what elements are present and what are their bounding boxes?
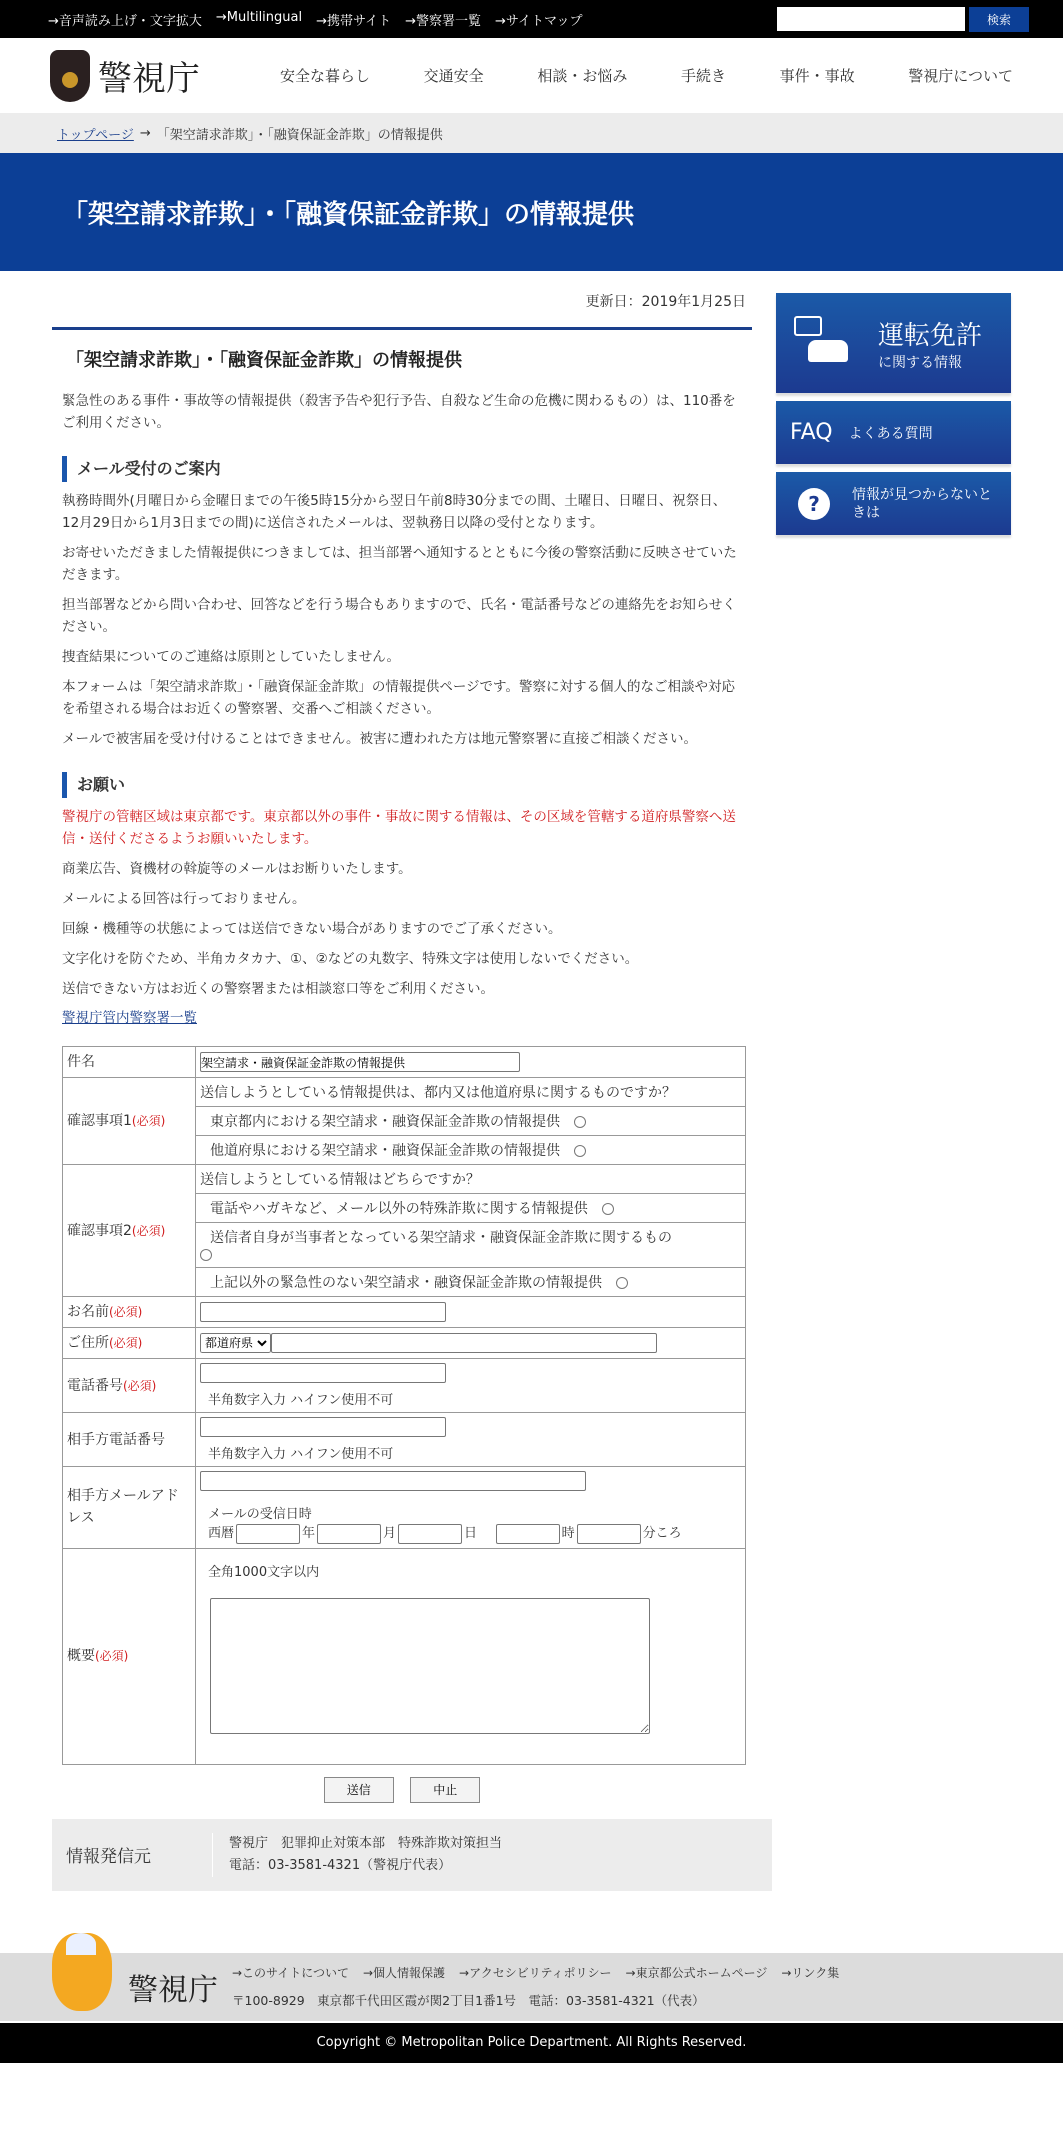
updated-date: 更新日：2019年1月25日: [585, 294, 746, 310]
nav-consult[interactable]: 相談・お悩み: [537, 67, 628, 85]
paragraph: メールで被害届を受け付けることはできません。被害に遭われた方は地元警察署に直接ご相談ください。: [62, 731, 698, 747]
summary-note: 全角1000文字以内: [208, 1564, 320, 1580]
footer-link-tokyo[interactable]: →東京都公式ホームページ: [625, 1966, 768, 1980]
license-info-banner[interactable]: 運転免許 に関する情報: [776, 293, 1011, 393]
other-phone-label: 相手方電話番号: [63, 1413, 196, 1467]
faq-banner[interactable]: FAQ よくある質問: [776, 401, 1011, 464]
not-found-banner[interactable]: ? 情報が見つからないときは: [776, 472, 1011, 535]
paragraph: お寄せいただきました情報提供につきましては、担当部署へ通知するとともに今後の警察活動に反映させていただきます。: [62, 545, 737, 583]
hour-input[interactable]: [496, 1524, 560, 1544]
footer-link-accessibility[interactable]: →アクセシビリティポリシー: [459, 1966, 612, 1980]
required-badge: (必須): [131, 1114, 166, 1128]
check2-option-1[interactable]: 電話やハガキなど、メール以外の特殊詐欺に関する情報提供: [196, 1194, 746, 1223]
paragraph: 執務時間外(月曜日から金曜日までの午後5時15分から翌日午前8時30分までの間、土曜日、日曜日、祝祭日、12月29日から1月3日までの間)に送信されたメールは、翌執務日以降の受付となります。: [62, 493, 727, 531]
subject-input[interactable]: [200, 1052, 520, 1072]
phone-note: 半角数字入力 ハイフン使用不可: [208, 1393, 394, 1408]
radio-button[interactable]: [602, 1203, 614, 1215]
footer-link-privacy[interactable]: →個人情報保護: [362, 1966, 446, 1980]
search-button[interactable]: 検索: [969, 7, 1029, 32]
link-sitemap[interactable]: →サイトマップ: [495, 13, 583, 29]
required-badge: (必須): [131, 1223, 166, 1238]
link-multilingual[interactable]: →Multilingual: [215, 9, 303, 25]
faq-label: FAQ: [790, 420, 833, 445]
site-logo[interactable]: [50, 50, 280, 102]
paragraph: 本フォームは「架空請求詐欺」・「融資保証金詐欺」の情報提供ページです。警察に対する個人的なご相談や対応を希望される場合はお近くの警察署、交番へご相談ください。: [62, 679, 735, 717]
car-license-icon: [794, 316, 854, 371]
station-list-link[interactable]: 警視庁管内警察署一覧: [62, 1010, 197, 1026]
footer-address: 〒100-8929 東京都千代田区霞が関2丁目1番1号 電話：03-3581-4321（代表）: [232, 1993, 705, 2008]
info-source-tel: 電話：03-3581-4321（警視庁代表）: [229, 1857, 452, 1873]
breadcrumb-arrow-icon: →: [139, 125, 151, 141]
address-input[interactable]: [271, 1333, 657, 1353]
section-heading-request: お願い: [62, 772, 742, 798]
content-title: 「架空請求詐欺」・「融資保証金詐欺」の情報提供: [52, 327, 752, 372]
nav-incidents[interactable]: 事件・事故: [779, 67, 855, 85]
check1-question: 送信しようとしている情報提供は、都内又は他道府県に関するものですか？: [196, 1078, 746, 1107]
check1-option-other[interactable]: 他道府県における架空請求・融資保証金詐欺の情報提供: [196, 1136, 746, 1165]
other-phone-note: 半角数字入力 ハイフン使用不可: [208, 1447, 394, 1462]
prefecture-select[interactable]: [200, 1333, 271, 1353]
link-voice[interactable]: →音声読み上げ・文字拡大: [48, 13, 202, 29]
search-form: [777, 7, 1029, 32]
info-source-org: 警視庁 犯罪抑止対策本部 特殊詐欺対策担当: [229, 1835, 503, 1851]
paragraph: 文字化けを防ぐため、半角カタカナ、①、②などの丸数字、特殊文字は使用しないでください。: [62, 951, 639, 967]
breadcrumb-home[interactable]: トップページ: [57, 127, 134, 143]
paragraph: 送信できない方はお近くの警察署または相談窓口等をご利用ください。: [62, 981, 494, 997]
copyright: Copyright © Metropolitan Police Department. All Rights Reserved.: [0, 2023, 1063, 2063]
name-label: お名前(必須): [63, 1297, 196, 1328]
phone-input[interactable]: [200, 1363, 446, 1383]
utility-bar: [0, 0, 1063, 38]
check2-option-3[interactable]: 上記以外の緊急性のない架空請求・融資保証金詐欺の情報提供: [196, 1268, 746, 1297]
day-input[interactable]: [398, 1524, 462, 1544]
address-label: ご住所(必須): [63, 1328, 196, 1359]
received-datetime: 西暦 年 月 日 時 分ころ: [200, 1522, 741, 1544]
pipo-mascot-icon: [52, 1933, 112, 2011]
received-label: メールの受信日時: [208, 1507, 312, 1522]
paragraph: 商業広告、資機材の斡旋等のメールはお断りいたします。: [62, 861, 412, 877]
summary-textarea[interactable]: [210, 1598, 650, 1734]
paragraph: 捜査結果についてのご連絡は原則としていたしません。: [62, 649, 401, 665]
check2-option-2[interactable]: 送信者自身が当事者となっている架空請求・融資保証金詐欺に関するもの: [196, 1223, 746, 1268]
check1-option-tokyo[interactable]: 東京都内における架空請求・融資保証金詐欺の情報提供: [196, 1107, 746, 1136]
year-input[interactable]: [236, 1524, 300, 1544]
other-phone-input[interactable]: [200, 1417, 446, 1437]
submit-button[interactable]: 送信: [324, 1777, 394, 1803]
nav-safety[interactable]: 安全な暮らし: [280, 67, 371, 85]
name-input[interactable]: [200, 1302, 446, 1322]
info-source: [52, 1819, 772, 1891]
page-title: 「架空請求詐欺」・「融資保証金詐欺」の情報提供: [62, 199, 635, 230]
search-input[interactable]: [777, 7, 965, 31]
question-bubble-icon: ?: [798, 488, 830, 520]
link-stations[interactable]: →警察署一覧: [405, 13, 481, 29]
utility-links: [48, 10, 582, 29]
phone-label: 電話番号(必須): [63, 1359, 196, 1413]
paragraph: 担当部署などから問い合わせ、回答などを行う場合もありますので、氏名・電話番号などの連絡先をお知らせください。: [62, 597, 736, 635]
other-mail-label: 相手方メールアドレス: [63, 1467, 196, 1549]
subject-label: 件名: [63, 1047, 196, 1078]
paragraph: 回線・機種等の状態によっては送信できない場合がありますのでご了承ください。: [62, 921, 562, 937]
month-input[interactable]: [317, 1524, 381, 1544]
global-nav: [280, 65, 1013, 86]
check1-label: 確認事項1(必須): [63, 1078, 196, 1165]
summary-label: 概要(必須): [63, 1548, 196, 1764]
form-buttons: [52, 1777, 752, 1803]
footer-logo-text: 警視庁: [128, 1972, 218, 2008]
page-hero: [0, 153, 1063, 271]
site-footer: [0, 1953, 1063, 2021]
radio-button[interactable]: [200, 1249, 212, 1261]
check2-label: 確認事項2(必須): [63, 1165, 196, 1297]
check2-question: 送信しようとしている情報はどちらですか？: [196, 1165, 746, 1194]
other-mail-input[interactable]: [200, 1471, 586, 1491]
minute-input[interactable]: [577, 1524, 641, 1544]
lead-text: 緊急性のある事件・事故等の情報提供（殺害予告や犯行予告、自殺など生命の危機に関わるもの）は、110番をご利用ください。: [62, 393, 736, 431]
nav-about[interactable]: 警視庁について: [908, 67, 1013, 85]
police-emblem-icon: [50, 50, 90, 102]
main-content: [52, 271, 752, 1891]
radio-button[interactable]: [616, 1277, 628, 1289]
paragraph: メールによる回答は行っておりません。: [62, 891, 306, 907]
cancel-button[interactable]: 中止: [410, 1777, 480, 1803]
nav-procedures[interactable]: 手続き: [680, 67, 726, 85]
logo-text: 警視庁: [98, 59, 200, 99]
link-mobile[interactable]: →携帯サイト: [316, 13, 392, 29]
breadcrumb: [0, 113, 1063, 153]
section-heading-mail: メール受付のご案内: [62, 456, 742, 482]
site-header: [0, 38, 1063, 113]
breadcrumb-current: 「架空請求詐欺」・「融資保証金詐欺」の情報提供: [156, 127, 443, 143]
report-form: [62, 1046, 746, 1765]
radio-button[interactable]: [574, 1116, 586, 1128]
jurisdiction-warning: 警視庁の管轄区域は東京都です。東京都以外の事件・事故に関する情報は、その区域を管轄する道府県警察へ送信・送付くださるようお願いいたします。: [62, 809, 736, 847]
footer-link-about[interactable]: →このサイトについて: [232, 1966, 349, 1980]
nav-traffic[interactable]: 交通安全: [423, 67, 484, 85]
footer-link-links[interactable]: →リンク集: [781, 1966, 840, 1980]
radio-button[interactable]: [574, 1145, 586, 1157]
sidebar: [776, 271, 1011, 1891]
info-source-heading: 情報発信元: [66, 1847, 151, 1867]
